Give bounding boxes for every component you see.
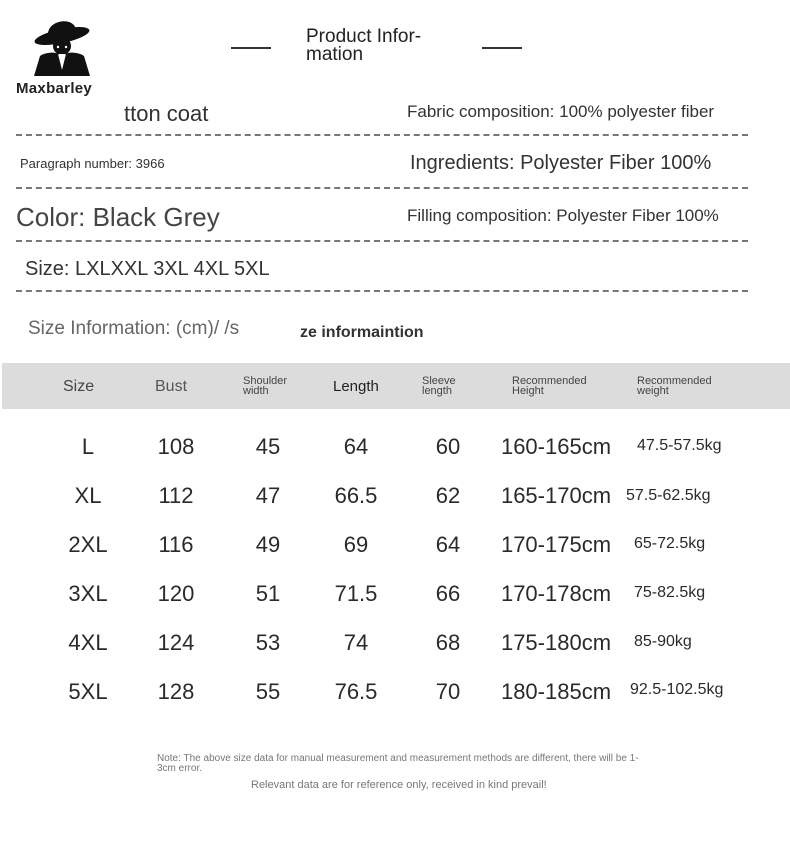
cell-bust: 116 [158,532,194,557]
cell-height: 170-175cm [500,532,612,557]
cell-shoulder: 53 [255,630,281,655]
cell-sleeve: 64 [435,532,461,557]
cell-shoulder: 47 [255,483,281,508]
divider [16,240,748,242]
cell-bust: 108 [157,434,195,459]
size-information-suffix: ze informaintion [300,324,424,341]
measurement-note: Note: The above size data for manual measurement and measurement methods are different, there will be 1-3cm error. [157,753,639,774]
divider [16,134,748,136]
cell-shoulder: 45 [255,434,281,459]
header-bust: Bust [155,378,188,395]
cell-bust: 112 [158,483,194,508]
cell-height: 170-178cm [500,581,612,606]
header-shoulder-width: Shoulder width [243,375,288,397]
brand-wordmark: Maxbarley [16,80,93,97]
filling-composition: Filling composition: Polyester Fiber 100% [407,206,719,225]
cell-size: L [81,434,95,459]
cell-shoulder: 49 [255,532,281,557]
cell-height: 175-180cm [500,630,612,655]
cell-weight: 75-82.5kg [634,584,706,601]
cell-length: 66.5 [334,483,378,508]
cell-height: 160-165cm [500,434,612,459]
cell-size: 5XL [68,679,108,704]
cell-size: 4XL [68,630,108,655]
cell-height: 165-170cm [500,483,612,508]
cell-weight: 47.5-57.5kg [637,437,722,454]
size-information-label: Size Information: (cm)/ /s [28,318,240,339]
cell-length: 74 [343,630,369,655]
cell-height: 180-185cm [500,679,612,704]
sizes-available: Size: LXLXXL 3XL 4XL 5XL [25,258,270,280]
title-rule-right [482,47,522,49]
cell-bust: 128 [157,679,195,704]
cell-size: XL [74,483,102,508]
cell-length: 64 [343,434,369,459]
cell-sleeve: 62 [435,483,461,508]
header-recommended-weight: Recommended weight [637,375,712,397]
reference-note: Relevant data are for reference only, received in kind prevail! [251,779,547,791]
cell-bust: 124 [157,630,195,655]
product-name: tton coat [124,101,209,126]
cell-weight: 92.5-102.5kg [630,681,724,698]
cell-shoulder: 55 [255,679,281,704]
color-info: Color: Black Grey [16,202,220,232]
cell-sleeve: 68 [435,630,461,655]
divider [16,290,748,292]
fabric-composition: Fabric composition: 100% polyester fiber [407,102,715,121]
size-table-header [2,363,790,409]
title-rule-left [231,47,271,49]
header-sleeve-length: Sleeve length [422,375,456,397]
cell-bust: 120 [157,581,195,606]
header-length: Length [333,378,379,395]
paragraph-number: Paragraph number: 3966 [20,156,165,171]
cell-weight: 85-90kg [634,633,692,650]
cell-size: 3XL [68,581,108,606]
cell-length: 69 [343,532,369,557]
cell-weight: 65-72.5kg [634,535,706,552]
cell-length: 76.5 [334,679,378,704]
cell-weight: 57.5-62.5kg [626,487,711,504]
cell-length: 71.5 [334,581,378,606]
header-recommended-height: Recommended Height [512,375,587,397]
divider [16,187,748,189]
ingredients: Ingredients: Polyester Fiber 100% [410,152,712,174]
cell-sleeve: 66 [435,581,461,606]
cell-sleeve: 60 [435,434,461,459]
page-title: Product Infor- mation [306,26,422,65]
cell-sleeve: 70 [435,679,461,704]
cell-shoulder: 51 [255,581,281,606]
header-size: Size [63,378,95,395]
cell-size: 2XL [68,532,108,557]
